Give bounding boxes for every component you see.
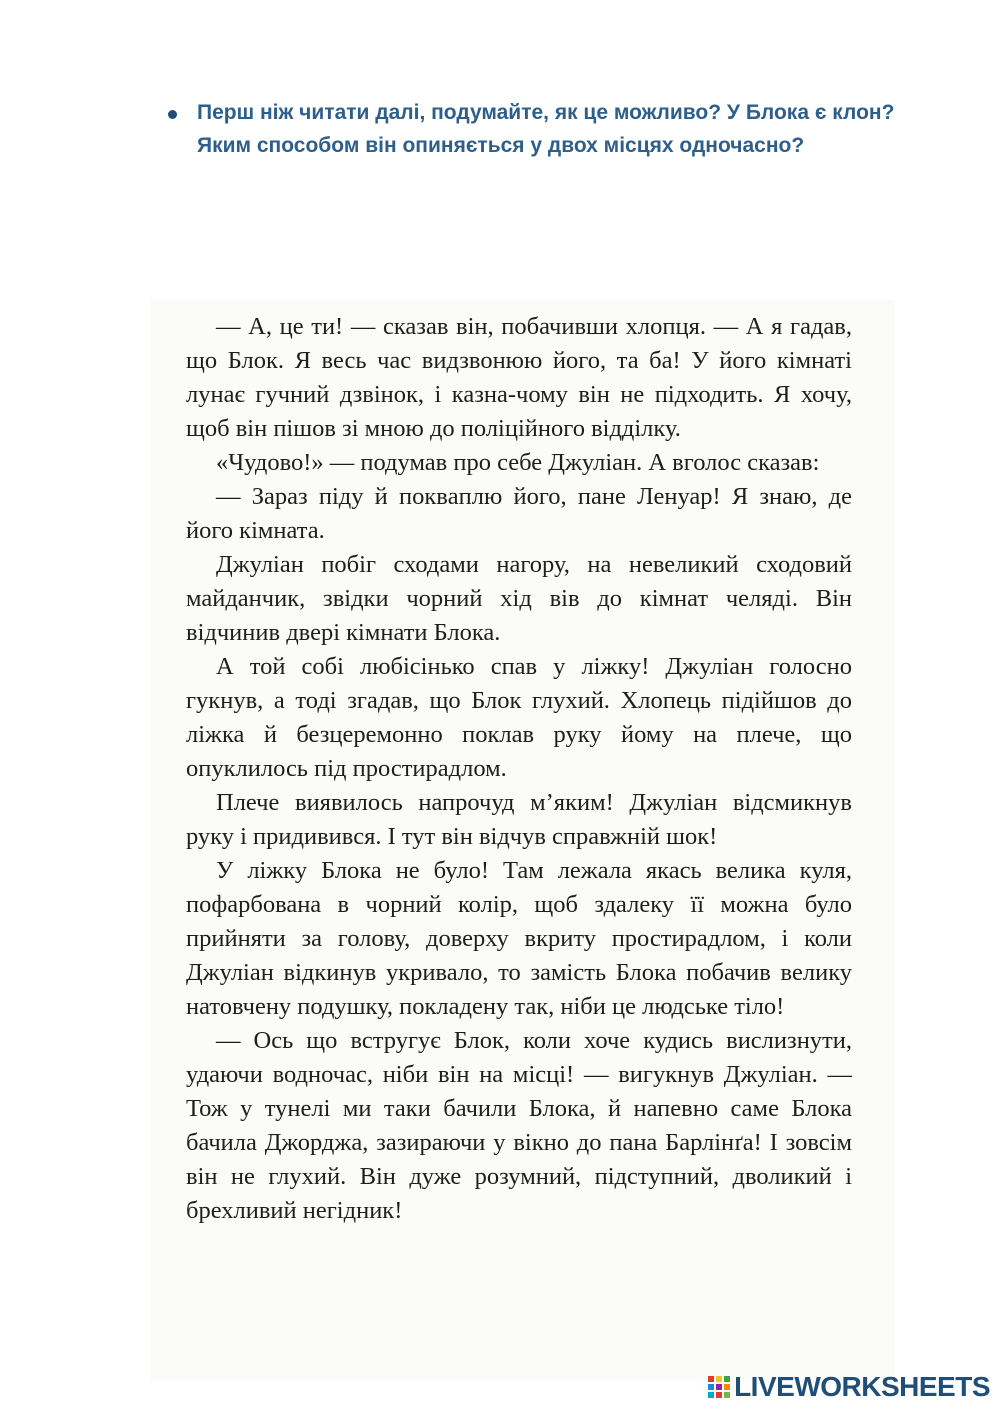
passage-paragraph: У ліжку Блока не було! Там лежала якась велика куля, пофарбована в чорний колір, щоб здалеку її можна було прийняти за голову, доверху вкриту простирадлом, і коли Джуліан відкинув укривало, то замість Блока побачив велику натовчену подушку, покладену так, ніби це людське тіло!: [186, 857, 852, 1020]
bullet-icon: [168, 110, 177, 119]
passage-paragraph: Плече виявилось напрочуд м’яким! Джуліан відсмикнув руку і придивився. І тут він відчув справжній шок!: [186, 789, 852, 850]
passage-paragraph: — А, це ти! — сказав він, побачивши хлопця. — А я гадав, що Блок. Я весь час видзвонюю його, та ба! У його кімнаті лунає гучний дзвінок, і казна-чому він не підходить. Я хочу, щоб він пішов зі мною до поліційного відділку.: [186, 313, 852, 442]
liveworksheets-logo-icon: [708, 1374, 730, 1400]
passage-paragraph: А той собі любісінько спав у ліжку! Джуліан голосно гукнув, а тоді згадав, що Блок глухий. Хлопець підійшов до ліжка й безцеремонно поклав руку йому на плече, що опуклилось під простирадлом.: [186, 653, 852, 782]
passage-paragraph: «Чудово!» — подумав про себе Джуліан. А вголос сказав:: [216, 449, 820, 476]
question-text: Перш ніж читати далі, подумайте, як це можливо? У Блока є клон? Яким способом він опиняється у двох місцях одночасно?: [197, 101, 895, 157]
passage-paragraph: Джуліан побіг сходами нагору, на невеликий сходовий майданчик, звідки чорний хід вів до кімнат челяді. Він відчинив двері кімнати Блока.: [186, 551, 852, 646]
liveworksheets-brand: [708, 1369, 990, 1405]
question-block: [168, 96, 928, 162]
passage-paragraph: — Ось що встругує Блок, коли хоче кудись вислизнути, удаючи водночас, ніби він на місці! — вигукнув Джуліан. — Тож у тунелі ми таки бачили Блока, й напевно саме Блока бачила Джорджа, зазираючи у вікно до пана Барлінґа! І зовсім він не глухий. Він дуже розумний, підступний, дволикий і брехливий негідник!: [186, 1027, 852, 1224]
passage-paragraph: — Зараз піду й поквaплю його, пане Ленуар! Я знаю, де його кімната.: [186, 483, 852, 544]
brand-logo-text: LIVEWORKSHEETS: [734, 1371, 990, 1402]
story-passage: [186, 310, 852, 1228]
